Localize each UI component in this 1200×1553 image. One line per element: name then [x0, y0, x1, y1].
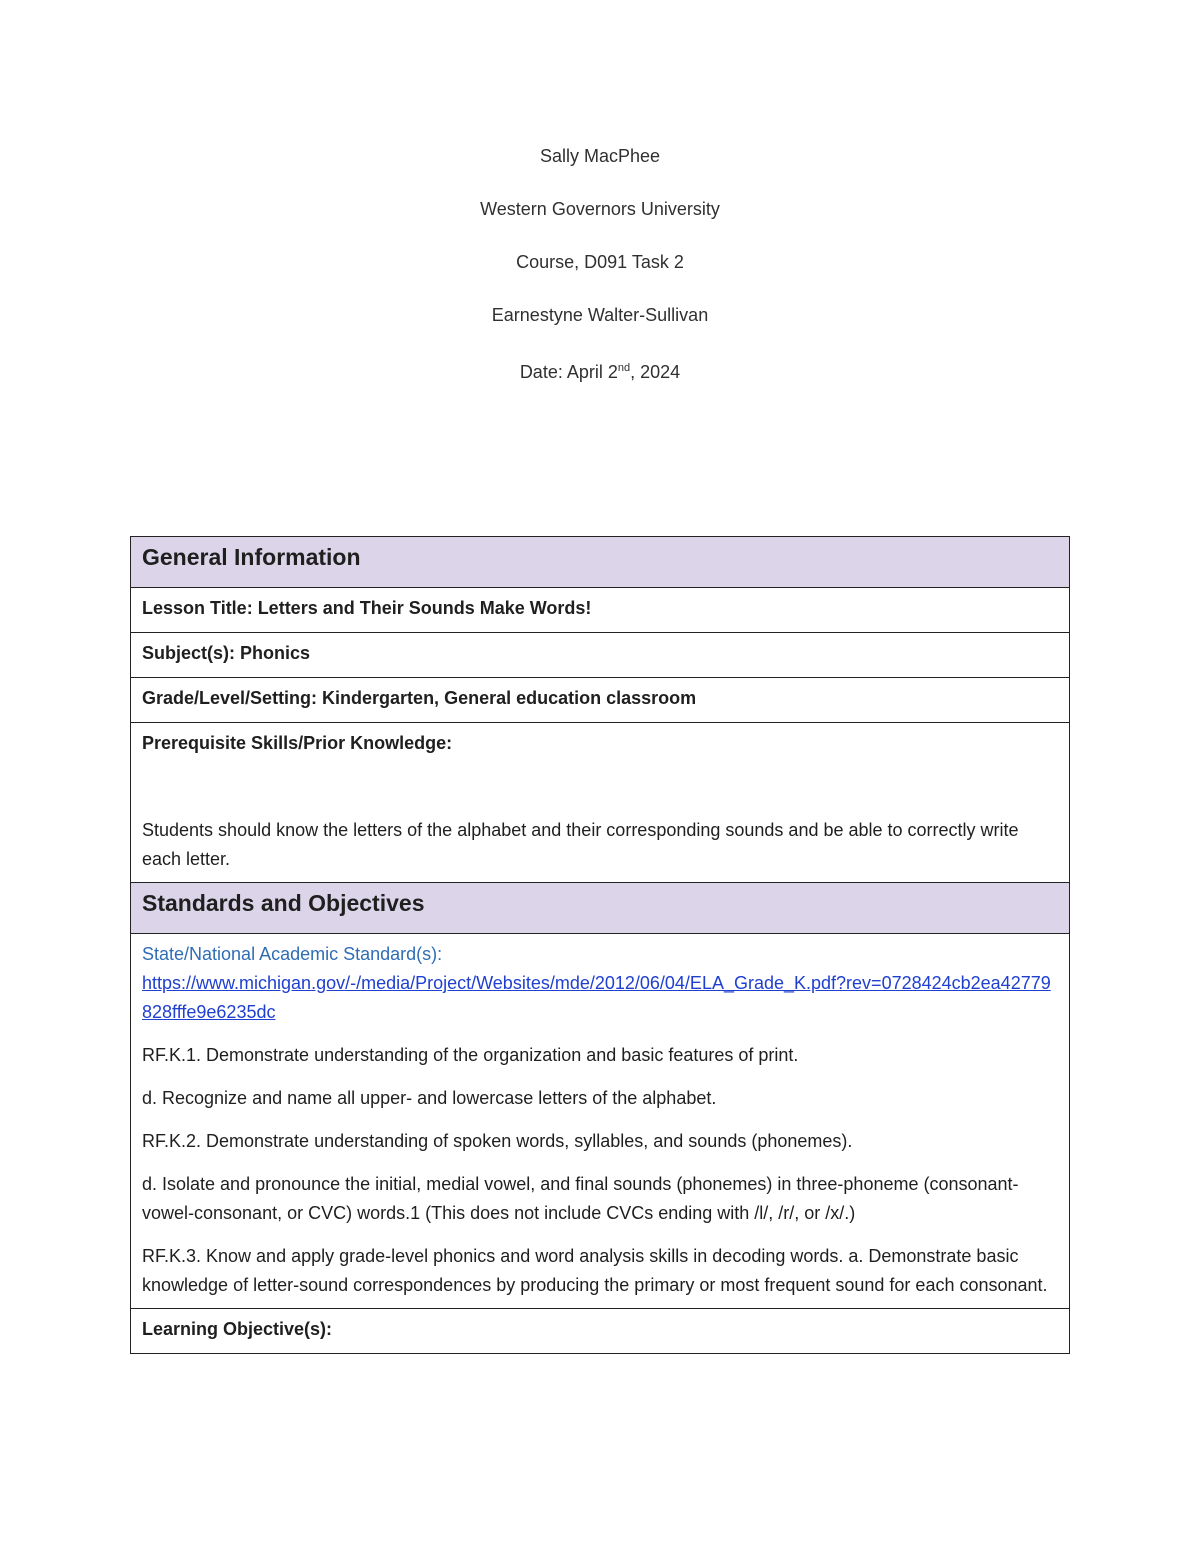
- standard-item: d. Recognize and name all upper- and lowercase letters of the alphabet.: [142, 1088, 717, 1108]
- standard-item: RF.K.2. Demonstrate understanding of spoken words, syllables, and sounds (phonemes).: [142, 1131, 853, 1151]
- date-ordinal: nd: [617, 362, 631, 374]
- prerequisite-label: Prerequisite Skills/Prior Knowledge:: [142, 733, 453, 753]
- subjects: Subject(s): Phonics: [131, 633, 1070, 678]
- prerequisite-text: Students should know the letters of the alphabet and their corresponding sounds and be able to correctly write each letter.: [142, 820, 1019, 869]
- standards-objectives-heading: Standards and Objectives: [131, 883, 1070, 934]
- date-prefix: Date: April 2: [519, 362, 618, 382]
- lesson-plan-table: [130, 536, 1070, 1354]
- instructor-name: Earnestyne Walter-Sullivan: [491, 305, 709, 325]
- university-name: Western Governors University: [480, 199, 720, 219]
- standard-link[interactable]: https://www.michigan.gov/-/media/Project/Websites/mde/2012/06/04/ELA_Grade_K.pdf?rev=0728424cb2ea42779828fffe9e6235dc: [142, 973, 1051, 1022]
- standards-cell: [131, 934, 1070, 1309]
- lesson-title: Lesson Title: Letters and Their Sounds Make Words!: [131, 588, 1070, 633]
- grade-level-setting: Grade/Level/Setting: Kindergarten, General education classroom: [131, 678, 1070, 723]
- date-suffix: , 2024: [630, 362, 681, 382]
- cover-header: [0, 143, 1200, 408]
- author-name: Sally MacPhee: [539, 146, 661, 166]
- general-information-heading: General Information: [131, 537, 1070, 588]
- learning-objectives-label: Learning Objective(s):: [131, 1309, 1070, 1354]
- standard-label: State/National Academic Standard(s):: [142, 944, 443, 964]
- standard-item: d. Isolate and pronounce the initial, medial vowel, and final sounds (phonemes) in three-phoneme (consonant-vowel-consonant, or CVC) words.1 (This does not include CVCs ending with /l/, /r/, or /x/.): [142, 1174, 1019, 1223]
- submission-date: [0, 355, 1200, 408]
- course-name: Course, D091 Task 2: [516, 252, 684, 272]
- standard-item: RF.K.1. Demonstrate understanding of the organization and basic features of print.: [142, 1045, 799, 1065]
- standard-item: RF.K.3. Know and apply grade-level phonics and word analysis skills in decoding words. a. Demonstrate basic knowledge of letter-sound correspondences by producing the primary or most frequent sound for each consonant.: [142, 1246, 1048, 1295]
- prerequisite-cell: [131, 723, 1070, 883]
